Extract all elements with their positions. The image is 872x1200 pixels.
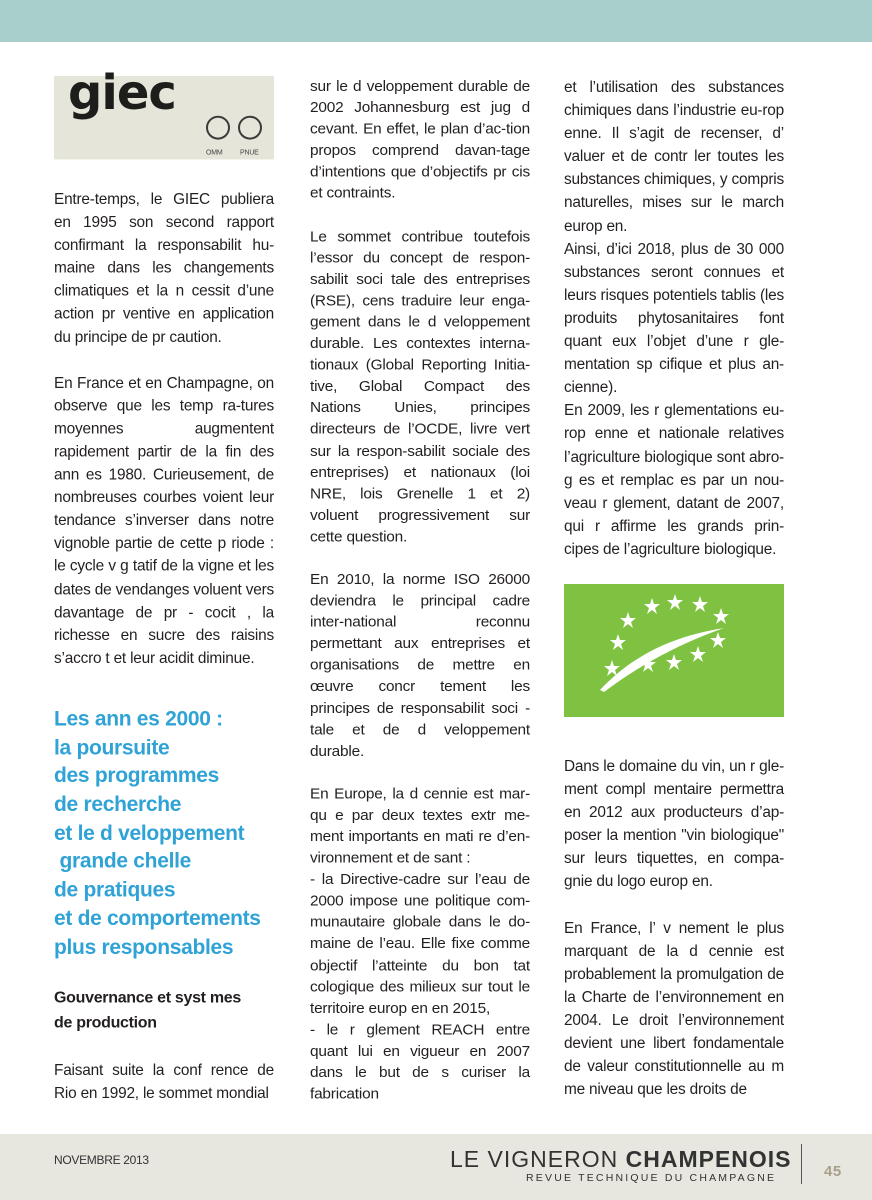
top-color-bar: [0, 0, 872, 42]
paragraph: En Europe, la d cennie est mar-qu e par deux textes extr me-ment importants en mati re d’en-vironnement et de sant :: [310, 786, 530, 867]
issue-date: NOVEMBRE 2013: [54, 1153, 149, 1167]
omm-label: OMM: [206, 149, 223, 157]
magazine-subtitle: REVUE TECHNIQUE DU CHAMPAGNE: [526, 1172, 777, 1184]
pnue-emblem-icon: [238, 116, 262, 140]
eu-organic-leaf-logo: [564, 584, 784, 717]
giec-logo-word: giec: [68, 65, 176, 121]
eu-organic-leaf-icon: [564, 584, 784, 717]
column-2: [310, 76, 530, 1105]
paragraph: Faisant suite la conf rence de Rio en 1992, le sommet mondial: [54, 1062, 274, 1103]
paragraph: Dans le domaine du vin, un r gle-ment compl mentaire permettra en 2012 aux producteurs d’ap-poser la mention "vin biologique" sur leurs tiquettes, en compa-gnie du logo europ en.: [564, 757, 784, 891]
paragraph: En France, l’ v nement le plus marquant de la d cennie est probablement la promulgation de la Charte de l’environnement en 2004. Le droit l’environnement devient une libert fondamentale de valeur constitutionnelle au m me niveau que les droits de: [564, 919, 784, 1099]
column-1: [54, 65, 274, 1105]
paragraph: et l’utilisation des substances chimiques dans l’industrie eu-rop enne. Il s’agit de recenser, d’ valuer et de contr ler toutes les substances chimiques, y compris naturelles, mises sur le march europ en.: [564, 79, 784, 235]
pnue-label: PNUE: [240, 149, 259, 157]
paragraph: sur le d veloppement durable de 2002 Johannesburg est jug d cevant. En effet, le plan d’ac-tion propos comprend davan-tage d’intentions que d’objectifs pr cis et contraints.: [310, 78, 530, 202]
paragraph: En 2009, les r glementations eu-rop enne et nationale relatives l’agriculture biologique sont abro-g es et remplac es par un nou-veau r glement, datant de 2007, qui r affirme les grands prin-cipes de l’agriculture biologique.: [564, 402, 784, 558]
footer-divider: [801, 1144, 802, 1184]
giec-logo: [54, 65, 274, 159]
paragraph: Le sommet contribue toutefois l’essor du concept de respon-sabilit soci tale des entreprises (RSE), cens traduire leur enga-gement dans le d veloppement durable. Les contextes interna-tionaux (Global Reporting Initia-tive, Global Compact des Nations Unies, principes directeurs de l’OCDE, livre vert sur la respon-sabilit sociale des entreprises) et nationaux (loi NRE, lois Grenelle 1 et 2) voluent progressivement sur cette question.: [310, 228, 530, 545]
paragraph: - la Directive-cadre sur l’eau de 2000 impose une politique com-munautaire globale dans le do-maine de l’eau. Elle fixe comme objectif l’atteinte du bon tat cologique des milieux sur tout le territoire europ en en 2015,: [310, 872, 530, 1017]
paragraph: Entre-temps, le GIEC publiera en 1995 son second rapport confirmant la responsabilit hu-maine dans les changements climatiques et la n cessit d’une action pr ventive en application du principe de pr caution.: [54, 191, 274, 346]
page-number: 45: [824, 1163, 842, 1180]
section-heading: Les ann es 2000 : la poursuite des programmes de recherche et le d veloppement grande chelle de pratiques et de comportements plus responsables: [54, 707, 261, 959]
magazine-title: LE VIGNERON CHAMPENOIS: [450, 1146, 792, 1172]
paragraph: En 2010, la norme ISO 26000 deviendra le principal cadre inter-national reconnu permettant aux entreprises et organisations de mettre en œuvre concr tement les principes de responsabilit soci - tale et de d veloppement durable.: [310, 571, 530, 760]
omm-emblem-icon: [206, 116, 230, 140]
subheading: Gouvernance et syst mes de production: [54, 989, 241, 1032]
paragraph: Ainsi, d’ici 2018, plus de 30 000 substances seront connues et leurs risques potentiels tablis (les produits phytosanitaires font quant eux l’objet d’une r gle-mentation sp cifique et plus an-cienne).: [564, 240, 784, 397]
paragraph: - le r glement REACH entre quant lui en vigueur en 2007 dans le but de s curiser la fabrication: [310, 1022, 530, 1103]
column-3: [564, 76, 784, 1101]
paragraph: En France et en Champagne, on observe que les temp ra-tures moyennes augmentent rapidement partir de la fin des ann es 1980. Curieusement, de nombreuses courbes voient leur tendance s’inverser dans notre vignoble partie de cette p riode : le cycle v g tatif de la vigne et les dates de vendanges voluent vers davantage de pr - cocit , la richesse en sucre des raisins s’accro t et leur acidit diminue.: [54, 374, 274, 667]
